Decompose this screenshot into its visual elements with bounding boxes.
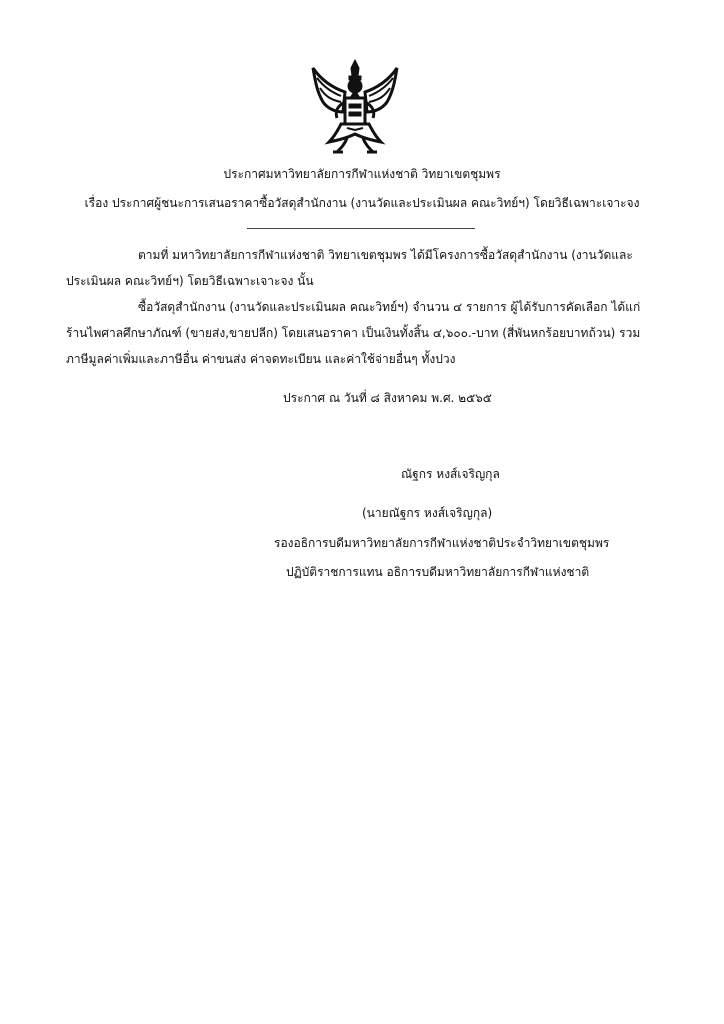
paragraph2-line1: ซื้อวัสดุสำนักงาน (งานวัดและประเมินผล คณะวิทย์ฯ) จำนวน ๔ รายการ ผู้ได้รับการคัดเลือก ได้แก่ xyxy=(138,300,641,314)
paragraph1-line1: ตามที่ มหาวิทยาลัยการกีฬาแห่งชาติ วิทยาเขตชุมพร ได้มีโครงการซื้อวัสดุสำนักงาน (งานวัดและ xyxy=(138,248,633,262)
paragraph2-line3: ภาษีมูลค่าเพิ่มและภาษีอื่น ค่าขนส่ง ค่าจดทะเบียน และค่าใช้จ่ายอื่นๆ ทั้งปวง xyxy=(66,352,456,366)
signature: ณัฐกร หงส์เจริญกุล xyxy=(401,467,500,481)
signer-name: (นายณัฐกร หงส์เจริญกุล) xyxy=(362,506,493,520)
announcement-org-line: ประกาศมหาวิทยาลัยการกีฬาแห่งชาติ วิทยาเขตชุมพร xyxy=(223,167,501,181)
announcement-date: ประกาศ ณ วันที่ ๘ สิงหาคม พ.ศ. ๒๕๖๕ xyxy=(283,391,492,405)
paragraph1-line2: ประเมินผล คณะวิทย์ฯ) โดยวิธีเฉพาะเจาะจง นั้น xyxy=(66,274,314,288)
separator-rule xyxy=(247,228,475,229)
signer-acting-position: ปฏิบัติราชการแทน อธิการบดีมหาวิทยาลัยการกีฬาแห่งชาติ xyxy=(286,565,590,579)
announcement-subject-line: เรื่อง ประกาศผู้ชนะการเสนอราคาซื้อวัสดุสำนักงาน (งานวัดและประเมินผล คณะวิทย์ฯ) โดยวิธีเฉพาะเจาะจง xyxy=(84,196,640,210)
garuda-emblem-icon xyxy=(307,58,403,156)
paragraph2-line2: ร้านไพศาลศึกษาภัณฑ์ (ขายส่ง,ขายปลีก) โดยเสนอราคา เป็นเงินทั้งสิ้น ๔,๖๐๐.-บาท (สี่พันหกร้อยบาทถ้วน) รวม xyxy=(66,326,641,340)
signer-position: รองอธิการบดีมหาวิทยาลัยการกีฬาแห่งชาติประจำวิทยาเขตชุมพร xyxy=(274,536,610,550)
